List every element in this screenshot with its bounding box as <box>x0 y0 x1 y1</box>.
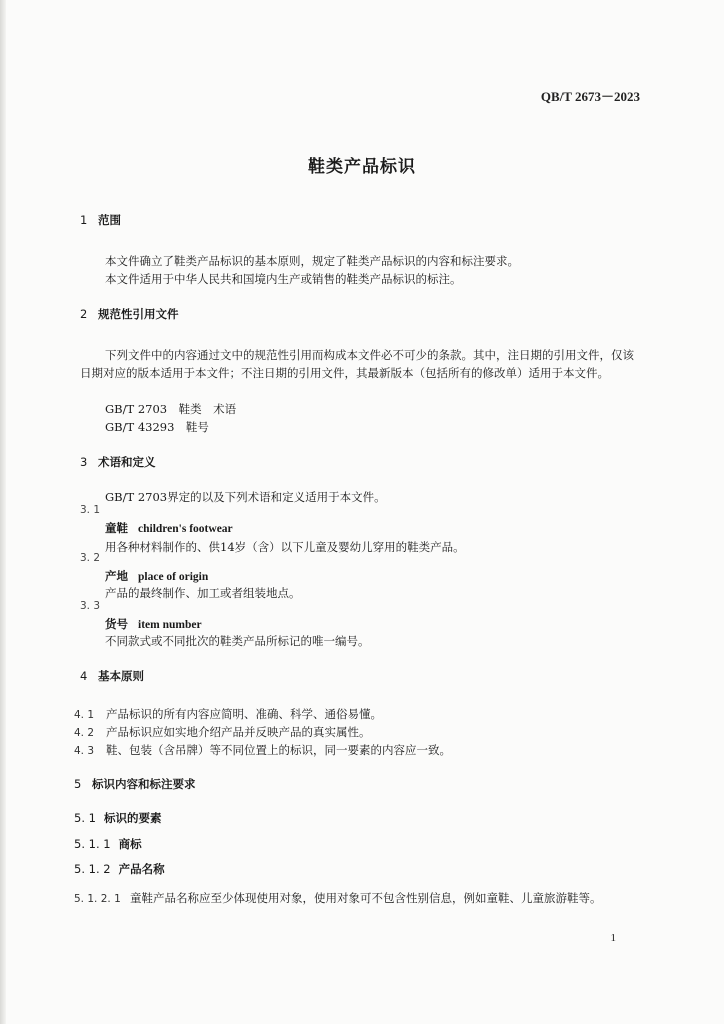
section-4-heading <box>80 668 144 684</box>
section-title: 规范性引用文件 <box>98 307 179 321</box>
scope-paragraph-1: 本文件确立了鞋类产品标识的基本原则，规定了鞋类产品标识的内容和标注要求。 <box>105 254 519 268</box>
clause-number: 5. 1. 2. 1 <box>74 893 121 905</box>
subsection-title: 标识的要素 <box>103 811 162 825</box>
subsection-5-1-2 <box>74 861 165 877</box>
clause-4-3 <box>74 742 451 758</box>
term-chinese: 货号 <box>105 617 128 631</box>
subsection-5-1 <box>74 810 161 826</box>
term-definition: 不同款式或不同批次的鞋类产品所标记的唯一编号。 <box>105 634 370 648</box>
term-item-number <box>105 616 202 632</box>
term-number: 3. 3 <box>80 600 101 612</box>
subsection-number: 5. 1. 1 <box>74 837 111 851</box>
subsection-5-1-1 <box>74 836 142 852</box>
term-english: place of origin <box>138 571 209 583</box>
section-2-heading <box>80 306 179 322</box>
section-title: 标识内容和标注要求 <box>92 777 196 791</box>
refs-intro-paragraph: 下列文件中的内容通过文中的规范性引用而构成本文件必不可少的条款。其中，注日期的引用文件，仅该日期对应的版本适用于本文件；不注日期的引用文件，其最新版本（包括所有的修改单）适用于本文件。 <box>80 348 634 380</box>
clause-4-2 <box>74 724 371 740</box>
clause-5-1-2-1 <box>74 890 602 906</box>
section-number: 1 <box>80 213 88 227</box>
section-title: 基本原则 <box>98 669 144 683</box>
term-chinese: 童鞋 <box>105 521 128 535</box>
section-1-heading <box>80 212 121 228</box>
clause-4-1 <box>74 706 382 722</box>
clause-number: 4. 3 <box>74 745 95 757</box>
section-number: 5 <box>74 777 82 791</box>
document-title: 鞋类产品标识 <box>308 157 416 177</box>
section-number: 4 <box>80 669 88 683</box>
subsection-number: 5. 1 <box>74 811 96 825</box>
terms-intro-paragraph: GB/T 2703界定的以及下列术语和定义适用于本文件。 <box>105 490 386 504</box>
section-5-heading <box>74 776 196 792</box>
clause-number: 4. 2 <box>74 727 95 739</box>
term-definition: 用各种材料制作的、供14岁（含）以下儿童及婴幼儿穿用的鞋类产品。 <box>105 540 465 554</box>
section-3-heading <box>80 454 156 470</box>
page-number: 1 <box>610 932 616 944</box>
scope-paragraph-2: 本文件适用于中华人民共和国境内生产或销售的鞋类产品标识的标注。 <box>105 272 462 286</box>
reference-gbt-2703: GB/T 2703 鞋类 术语 <box>105 402 237 416</box>
subsection-title: 商标 <box>118 837 142 851</box>
term-chinese: 产地 <box>105 569 128 583</box>
term-number: 3. 1 <box>80 504 101 516</box>
clause-text: 产品标识的所有内容应简明、准确、科学、通俗易懂。 <box>106 707 382 721</box>
reference-gbt-43293: GB/T 43293 鞋号 <box>105 420 209 434</box>
term-english: item number <box>138 619 202 631</box>
subsection-number: 5. 1. 2 <box>74 862 111 876</box>
subsection-title: 产品名称 <box>118 862 165 876</box>
section-title: 术语和定义 <box>98 455 156 469</box>
term-number: 3. 2 <box>80 552 101 564</box>
clause-number: 4. 1 <box>74 709 95 721</box>
clause-text: 鞋、包装（含吊牌）等不同位置上的标识，同一要素的内容应一致。 <box>106 743 451 757</box>
standard-code: QB/T 2673－2023 <box>540 89 640 104</box>
clause-text: 童鞋产品名称应至少体现使用对象，使用对象可不包含性别信息，例如童鞋、儿童旅游鞋等。 <box>130 891 602 905</box>
section-number: 3 <box>80 455 88 469</box>
term-place-of-origin <box>105 568 208 584</box>
section-title: 范围 <box>98 213 121 227</box>
term-childrens-footwear <box>105 520 233 536</box>
clause-text: 产品标识应如实地介绍产品并反映产品的真实属性。 <box>106 725 371 739</box>
term-definition: 产品的最终制作、加工或者组装地点。 <box>105 586 301 600</box>
section-number: 2 <box>80 307 88 321</box>
term-english: children's footwear <box>138 523 233 535</box>
